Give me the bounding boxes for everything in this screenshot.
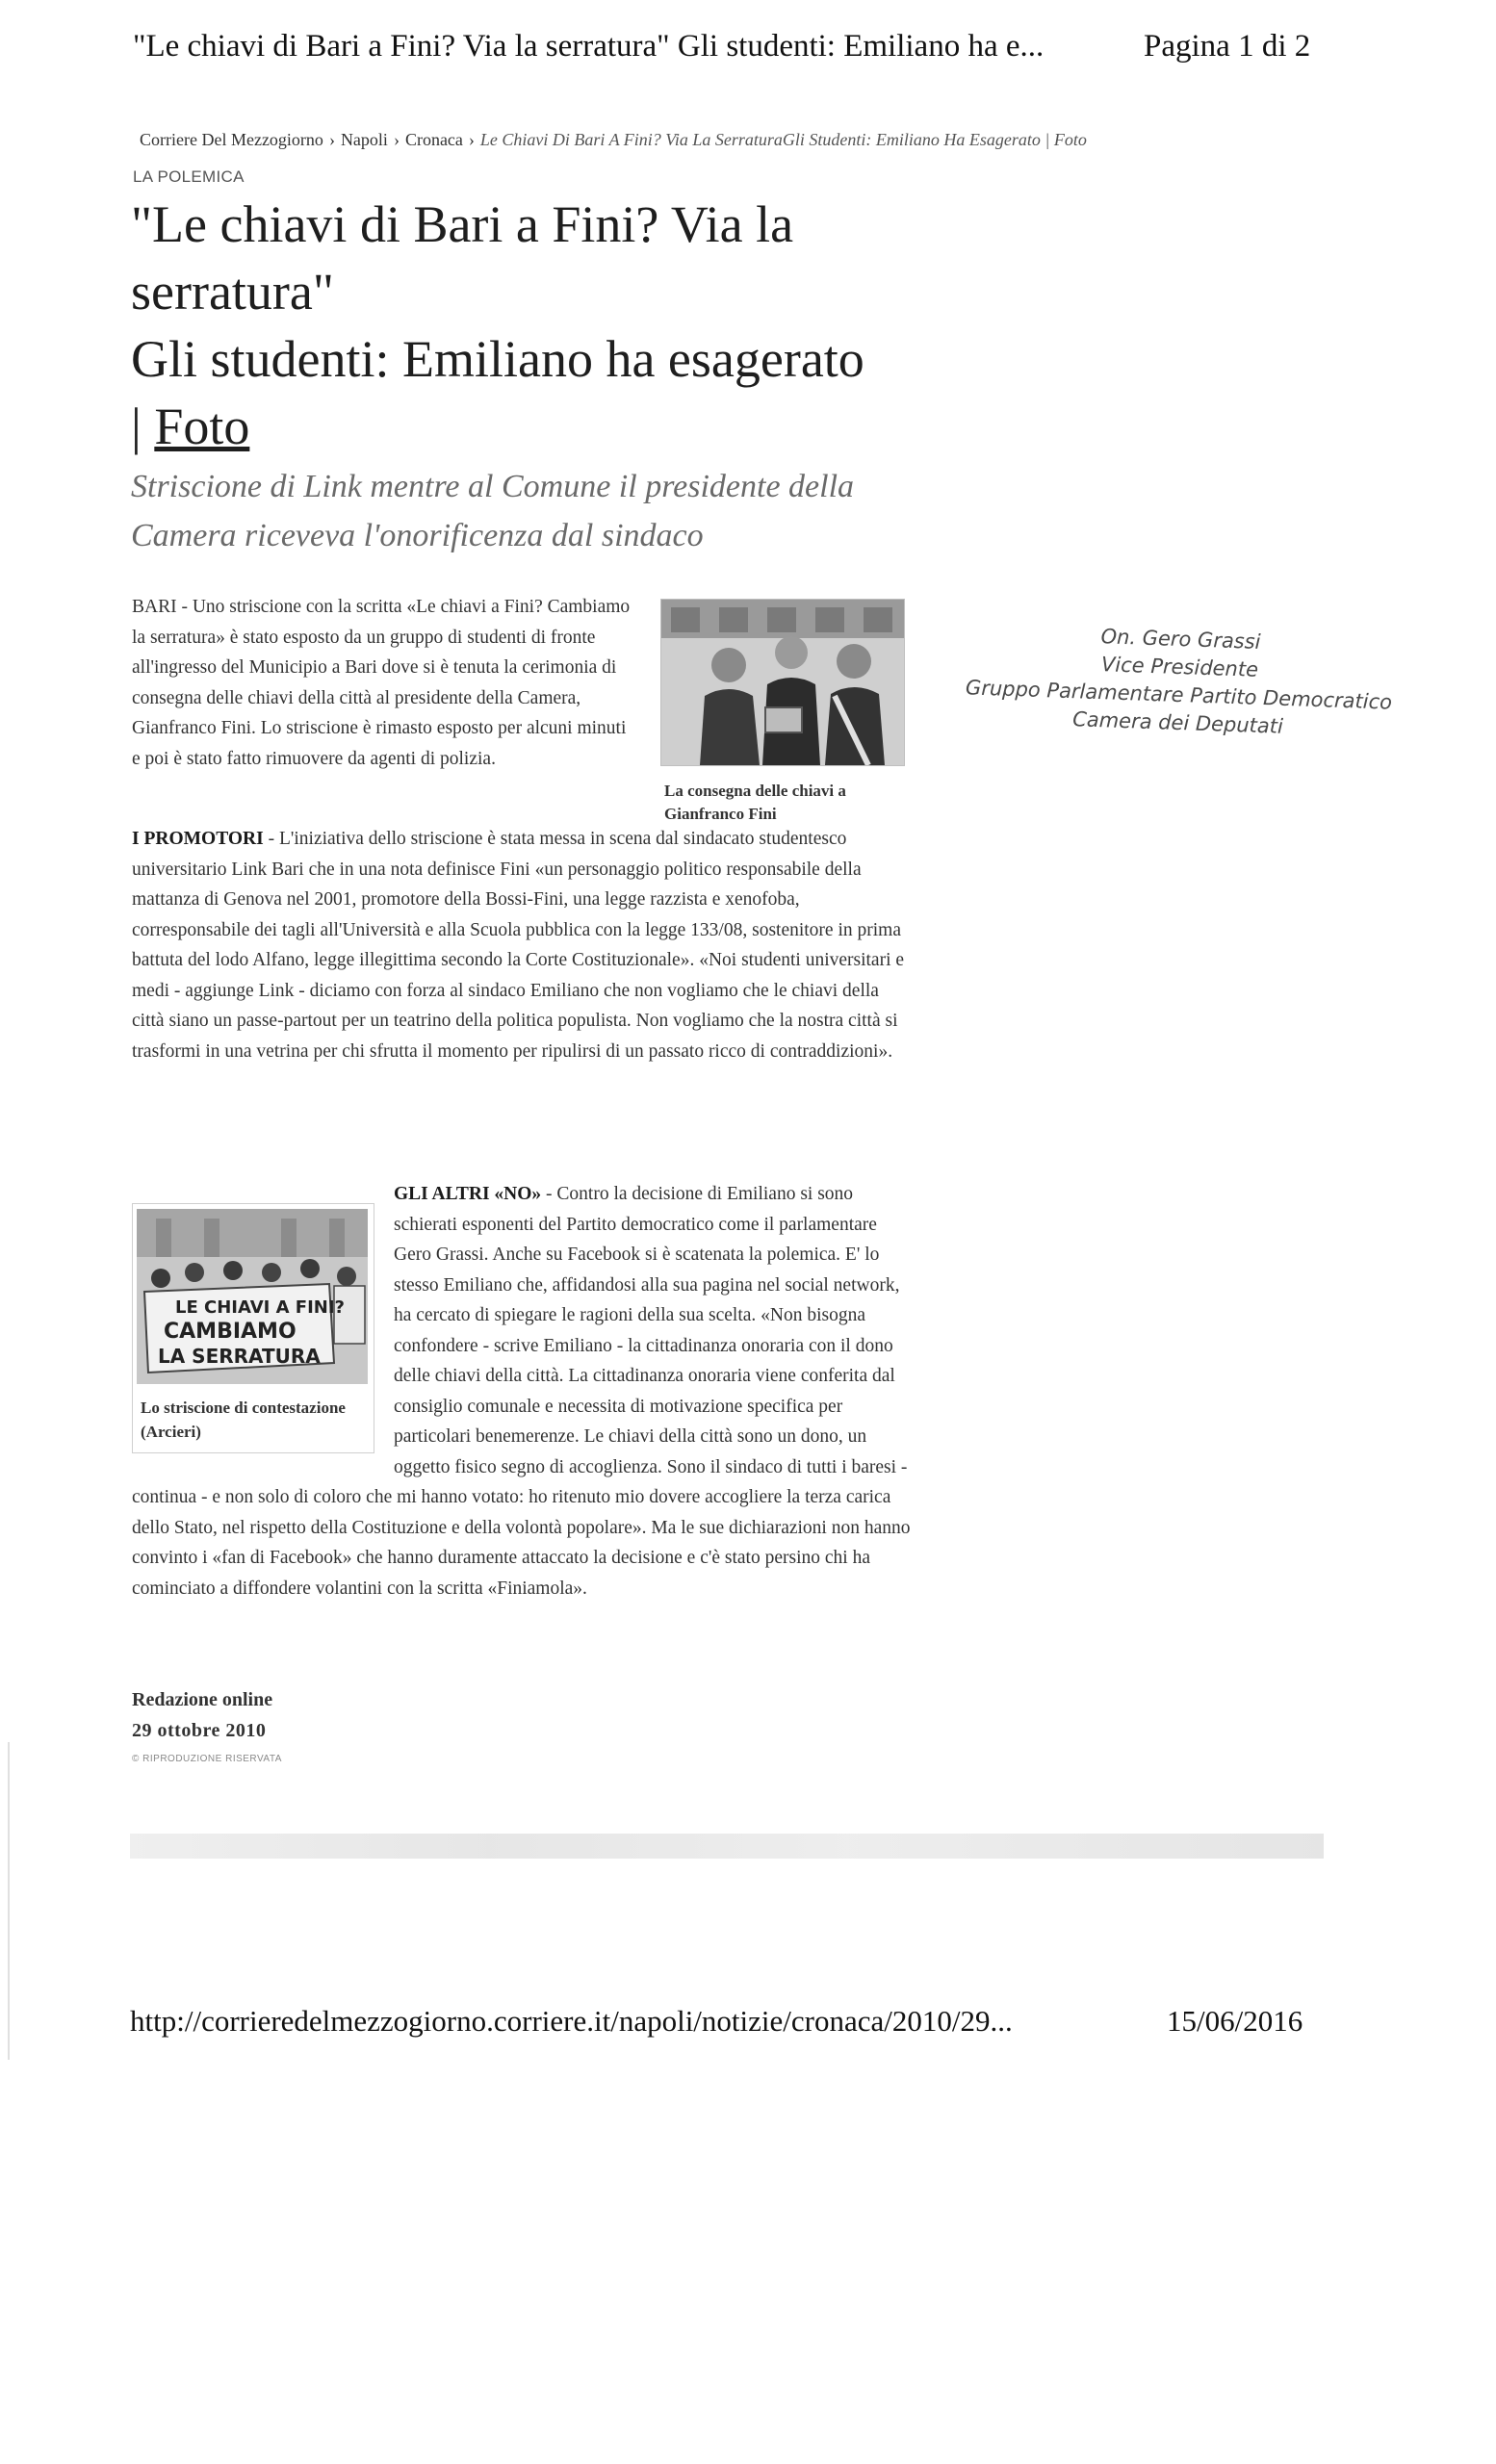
- breadcrumb-item-site[interactable]: Corriere Del Mezzogiorno: [140, 130, 323, 149]
- paragraph-text: - L'iniziativa dello striscione è stata messa in scena dal sindacato studentesco universitario Link Bari che in una nota definisce Fini «un personaggio politico responsabile della mattanza di Genova nel 2001, promotore della Bossi-Fini, una legge razzista e xenofoba, corresponsabile dei tagli all'Università e alla Scuola pubblica con la legge 133/08, sostenitore in prima battuta del lodo Alfano, legge illegittima secondo la Corte Costituzionale». «Noi studenti universitari e medi - aggiunge Link - diciamo con forza al sindaco Emiliano che non vogliamo che le chiavi della città siano un passe-partout per un teatrino della politica populista. Non vogliamo che la nostra città si trasformi in una vetrina per chi sfrutta il momento per ripulirsi di un passato ricco di contraddizioni».: [132, 829, 905, 1062]
- breadcrumb-item-section[interactable]: Cronaca: [404, 130, 463, 149]
- banner-text-line-3: LA SERRATURA: [158, 1345, 321, 1368]
- article-date: 29 ottobre 2010: [132, 1720, 267, 1741]
- breadcrumb-separator: ›: [393, 130, 400, 149]
- breadcrumb-item-city[interactable]: Napoli: [340, 130, 388, 149]
- stamp-chamber: Camera dei Deputati: [1071, 707, 1284, 738]
- article-paragraph-intro: BARI - Uno striscione con la scritta «Le chiavi a Fini? Cambiamo la serratura» è stato esposto da un gruppo di studenti di fronte all'ingresso del Municipio a Bari dove si è tenuta la cerimonia di consegna delle chiavi della città al presidente della Camera, Gianfranco Fini. Lo striscione è rimasto esposto per alcuni minuti e poi è stato fatto rimuovere da agenti di polizia.: [132, 597, 631, 769]
- print-footer-date: 15/06/2016: [1167, 2004, 1303, 2038]
- headline-line: "Le chiavi di Bari a Fini? Via la: [131, 195, 794, 253]
- print-header-title: "Le chiavi di Bari a Fini? Via la serratura" Gli studenti: Emiliano ha e...: [133, 29, 1045, 64]
- article-subhead: Striscione di Link mentre al Comune il presidente della Camera riceveva l'onorificenza dal sindaco: [131, 469, 855, 553]
- deputy-stamp: [956, 618, 1403, 745]
- scan-artifact-strip: [130, 1834, 1324, 1859]
- scan-margin-line: [8, 1742, 10, 2060]
- headline-line: serratura": [131, 263, 334, 321]
- breadcrumb-separator: ›: [468, 130, 475, 149]
- headline-line: Gli studenti: Emiliano ha esagerato: [131, 330, 864, 388]
- article-byline: Redazione online: [132, 1689, 273, 1710]
- stamp-name: On. Gero Grassi: [1100, 625, 1261, 654]
- photo-key-ceremony-caption: La consegna delle chiavi a Gianfranco Fini: [664, 782, 846, 823]
- photo-key-ceremony[interactable]: [660, 599, 905, 766]
- article-headline: [131, 191, 978, 460]
- print-footer-url: http://corrieredelmezzogiorno.corriere.it/napoli/notizie/cronaca/2010/29...: [130, 2004, 1013, 2038]
- stamp-group: Gruppo Parlamentare Partito Democratico: [965, 676, 1393, 714]
- photo-key-ceremony-image: [661, 600, 904, 765]
- breadcrumb-separator: ›: [328, 130, 335, 149]
- stamp-role: Vice Presidente: [1100, 653, 1259, 681]
- print-header-page-indicator: Pagina 1 di 2: [1144, 29, 1311, 64]
- paragraph-text: - Contro la decisione di Emiliano si sono schierati esponenti del Partito democratico come il parlamentare Gero Grassi. Anche su Facebook si è scatenata la polemica. E' lo stesso Emiliano che, affidandosi alla sua pagina nel social network, ha cercato di spiegare le ragioni della sua scelta. «Non bisogna confondere - scrive Emiliano - la cittadinanza onoraria con il dono delle chiavi della città. La cittadinanza onoraria viene conferita dal consiglio comunale e necessita di motivazione specifica per particolari benemerenze. Le chiavi della città sono un dono, un oggetto fisico segno di accoglienza. Sono il sindaco di tutti i baresi - continua - e non solo di coloro che mi hanno votato: ho ritenuto mio dovere accogliere la terza carica dello Stato, nel rispetto della Costituzione e della volontà popolare». Ma le sue dichiarazioni non hanno convinto i «fan di Facebook» che hanno duramente attaccato la decisione e c'è stato persino chi ha cominciato a diffondere volantini con la scritta «Finiamola».: [132, 1184, 911, 1599]
- breadcrumb-current: Le Chiavi Di Bari A Fini? Via La SerraturaGli Studenti: Emiliano Ha Esagerato | Foto: [479, 130, 1087, 149]
- photo-gallery-link[interactable]: Foto: [154, 398, 250, 455]
- photo-protest-banner[interactable]: [137, 1209, 368, 1384]
- photo-protest-banner-image: [137, 1209, 368, 1384]
- article-paragraph-promoters: [132, 824, 912, 1066]
- breadcrumb: [140, 130, 1333, 150]
- paragraph-lead: I PROMOTORI: [132, 829, 264, 849]
- paragraph-lead: GLI ALTRI «NO»: [394, 1184, 542, 1204]
- headline-pipe: |: [131, 398, 155, 455]
- banner-text-line-1: LE CHIAVI A FINI?: [175, 1297, 346, 1318]
- copyright-notice: © RIPRODUZIONE RISERVATA: [132, 1754, 282, 1764]
- section-label: LA POLEMICA: [133, 167, 245, 186]
- banner-text-line-2: CAMBIAMO: [164, 1320, 297, 1344]
- photo-protest-banner-caption: Lo striscione di contestazione (Arcieri): [141, 1399, 346, 1441]
